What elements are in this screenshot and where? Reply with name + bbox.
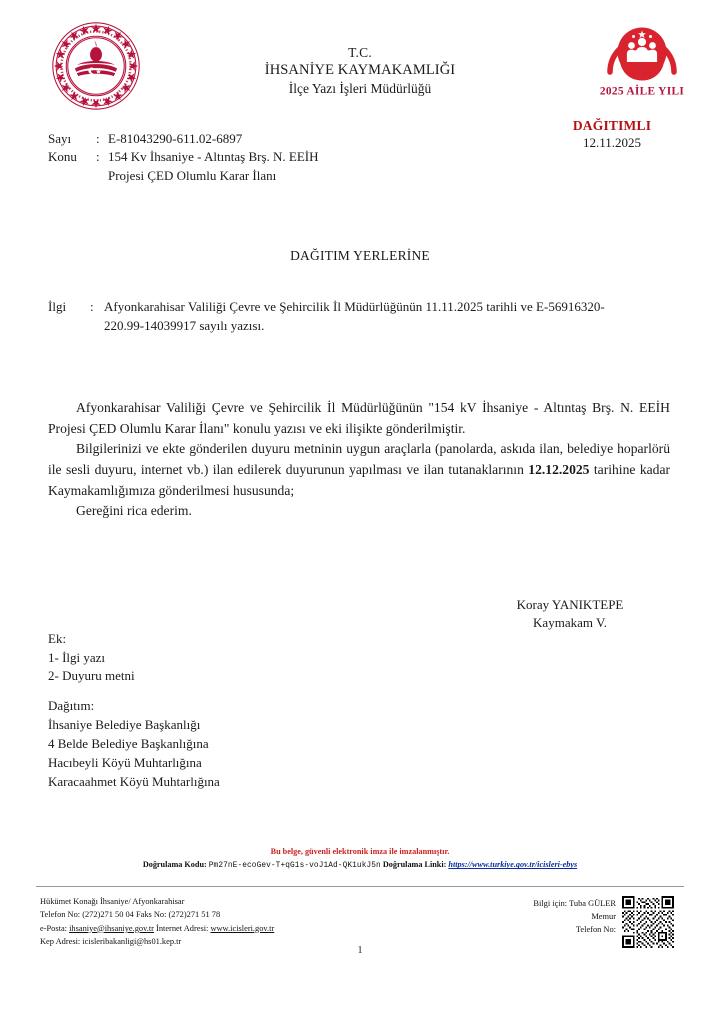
verification-link-value[interactable]: https://www.turkiye.gov.tr/icisleri-ebys — [448, 860, 578, 870]
footer-divider — [36, 886, 684, 887]
konu-value-continued: Projesi ÇED Olumlu Karar İlanı — [108, 167, 277, 183]
body-paragraph-1: Afyonkarahisar Valiliği Çevre ve Şehircilik İl Müdürlüğünün "154 kV İhsaniye - Altıntaş Brş. N. EEİH Projesi ÇED Olumlu Karar İlanı" konulu yazısı ve eki ilişikte gönderilmiştir. — [48, 400, 670, 436]
distribution-item: 4 Belde Belediye Başkanlığına — [48, 735, 209, 751]
footer-email-value[interactable]: ihsaniye@ihsaniye.gov.tr — [69, 923, 154, 933]
reference-line-2: 220.99-14039917 sayılı yazısı. — [104, 317, 265, 333]
distribution-flag: DAĞITIMLI — [572, 118, 652, 133]
qr-code-icon[interactable] — [622, 896, 674, 948]
attachments-section — [48, 630, 135, 686]
konu-colon: : — [96, 149, 100, 165]
distribution-item: Karacaahmet Köyü Muhtarlığına — [48, 773, 220, 789]
body-paragraph-2-part-b: tarihine kadar Kaymakamlığımıza gönderilmesi hususunda; — [48, 461, 671, 498]
esignature-statement: Bu belge, güvenli elektronik imza ile imzalanmıştır. — [270, 847, 450, 856]
footer-contact-phone-label: Telefon No: — [575, 925, 616, 935]
page-number: 1 — [357, 944, 363, 956]
footer-responsible-block — [492, 897, 616, 936]
footer-web-value[interactable]: www.icisleri.gov.tr — [210, 923, 275, 933]
title-tc: T.C. — [348, 45, 372, 60]
verification-link-label: Doğrulama Linki: — [382, 860, 447, 870]
attachment-item: 2- Duyuru metni — [48, 668, 135, 684]
footer-kep: Kep Adresi: icisleribakanligi@hs01.kep.tr — [40, 936, 182, 946]
footer-contact-role: Memur — [591, 912, 616, 922]
attachment-item: 1- İlgi yazı — [48, 649, 106, 665]
reference-line-1: Afyonkarahisar Valiliği Çevre ve Şehircilik İl Müdürlüğünün 11.11.2025 tarihli ve E-56916320- — [104, 299, 605, 314]
organization-title-block — [180, 44, 540, 97]
konu-label: Konu — [48, 149, 77, 165]
attachments-heading: Ek: — [48, 631, 67, 646]
title-department: İlçe Yazı İşleri Müdürlüğü — [288, 80, 432, 96]
footer-contact-block — [40, 895, 274, 948]
konu-value: 154 Kv İhsaniye - Altıntaş Brş. N. EEİH — [108, 149, 319, 165]
family-year-emblem-caption: 2025 AİLE YILI — [599, 85, 685, 98]
reference-row — [48, 298, 668, 317]
distribution-heading: Dağıtım: — [48, 698, 95, 713]
distribution-item: Hacıbeyli Köyü Muhtarlığına — [48, 754, 202, 770]
signatory-name: Koray YANIKTEPE — [516, 597, 624, 612]
esignature-verification-line — [0, 858, 720, 872]
body-paragraph-3: Gereğini rica ederim. — [76, 503, 192, 519]
signatory-title: Kaymakam V. — [533, 615, 607, 631]
verification-code-value: Pm27nE-ecoGev-T+qG1s-voJ1Ad-QK1ukJ5n — [208, 862, 381, 871]
sayi-colon: : — [96, 131, 100, 146]
turkish-ministry-of-interior-seal-icon — [48, 18, 144, 114]
footer-contact-person: Bilgi için: Tuba GÜLER — [533, 899, 616, 908]
body-paragraph-2-part-a: Bilgilerinizi ve ekte gönderilen duyuru metninin uygun araçlarla (panolarda, askıda ilan, belediye hoparlörü ile sesli duyuru, internet vb.) ilan edilerek duyurunun yapılması ve ilan tutanaklarının — [48, 441, 670, 477]
footer-phone: Telefon No: (272)271 50 04 Faks No: (272)271 51 78 — [40, 910, 221, 920]
family-year-2025-emblem-icon — [592, 14, 692, 110]
sayi-label: Sayı — [48, 131, 72, 146]
verification-code-label: Doğrulama Kodu: — [142, 860, 207, 870]
body-paragraph-2 — [48, 439, 670, 501]
document-body — [48, 398, 670, 522]
deadline-date: 12.12.2025 — [528, 461, 590, 477]
konu-row — [48, 148, 478, 166]
distribution-flag-block — [542, 117, 682, 151]
electronic-signature-notice — [0, 846, 720, 873]
footer-email-label: e-Posta: — [40, 923, 67, 933]
distribution-section — [48, 697, 220, 792]
sayi-row — [48, 130, 478, 148]
footer-email-row — [40, 922, 274, 935]
reference-colon: : — [90, 299, 94, 314]
reference-label: İlgi — [48, 299, 67, 314]
document-meta — [48, 130, 478, 185]
document-header — [0, 0, 720, 120]
signature-block — [452, 596, 688, 633]
sayi-value: E-81043290-611.02-6897 — [108, 131, 243, 146]
document-date: 12.11.2025 — [582, 134, 642, 150]
reference-section — [48, 298, 668, 336]
distribution-item: İhsaniye Belediye Başkanlığı — [48, 716, 201, 732]
footer-address: Hükümet Konağı İhsaniye/ Afyonkarahisar — [40, 897, 185, 906]
title-organization: İHSANİYE KAYMAKAMLIĞI — [264, 62, 456, 79]
footer-web-label: İnternet Adresi: — [156, 923, 209, 933]
recipient-line: DAĞITIM YERLERİNE — [290, 248, 430, 263]
